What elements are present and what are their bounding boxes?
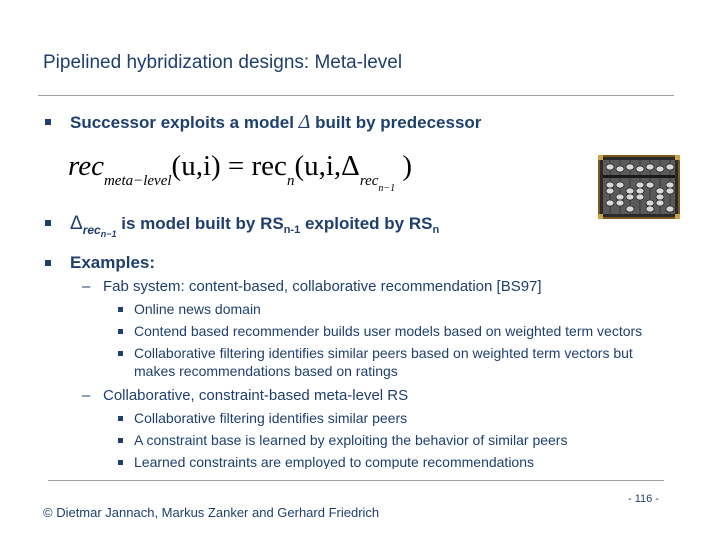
sub-bullet xyxy=(118,438,123,443)
dash-marker: – xyxy=(82,387,91,404)
sub-bullet xyxy=(118,416,123,421)
meta-rs-title: Collaborative, constraint-based meta-level RS xyxy=(103,387,409,404)
delta-symbol: Δ xyxy=(70,213,83,234)
meta-level-formula: $rec_{meta-level}(u,i) = rec_n(u,i,\Delta_{recn-1}$ ) xyxy=(68,150,413,194)
footer-copyright: © Dietmar Jannach, Markus Zanker and Gerhard Friedrich xyxy=(43,505,380,520)
sub-bullet xyxy=(118,460,123,465)
sub-bullet xyxy=(118,351,123,356)
fab-item: Collaborative filtering identifies similar peers based on weighted term vectors but xyxy=(134,345,633,361)
dash-marker: – xyxy=(82,278,91,295)
bullet-square xyxy=(45,119,51,125)
meta-item: Collaborative filtering identifies similar peers xyxy=(134,410,408,426)
fab-item-continued: makes recommendations based on ratings xyxy=(134,363,398,379)
bullet-delta-model: $\Delta_{rec_{n-1}}$ is model built by $RS_{n-1}$ exploited by $RS_n$ xyxy=(70,213,440,239)
sub-bullet xyxy=(118,329,123,334)
fab-item: Online news domain xyxy=(134,301,261,317)
meta-item: A constraint base is learned by exploiting the behavior of similar peers xyxy=(134,432,568,448)
abacus-image xyxy=(598,155,680,219)
bullet-model-exploit: Successor exploits a model Δ built by predecessor xyxy=(70,111,482,133)
bullet-square xyxy=(45,220,51,226)
delta-symbol: Δ xyxy=(298,111,311,133)
bullet-examples: Examples: xyxy=(70,253,156,272)
fab-system-title: Fab system: content-based, collaborative recommendation [BS97] xyxy=(103,278,542,295)
slide-title: Pipelined hybridization designs: Meta-level xyxy=(43,52,403,73)
footer-divider xyxy=(48,480,664,481)
fab-item: Contend based recommender builds user models based on weighted term vectors xyxy=(134,323,643,339)
sub-bullet xyxy=(118,307,123,312)
meta-item: Learned constraints are employed to compute recommendations xyxy=(134,454,534,469)
title-divider xyxy=(38,95,674,96)
page-number: - 116 - xyxy=(628,493,659,505)
bullet-square xyxy=(45,260,51,266)
